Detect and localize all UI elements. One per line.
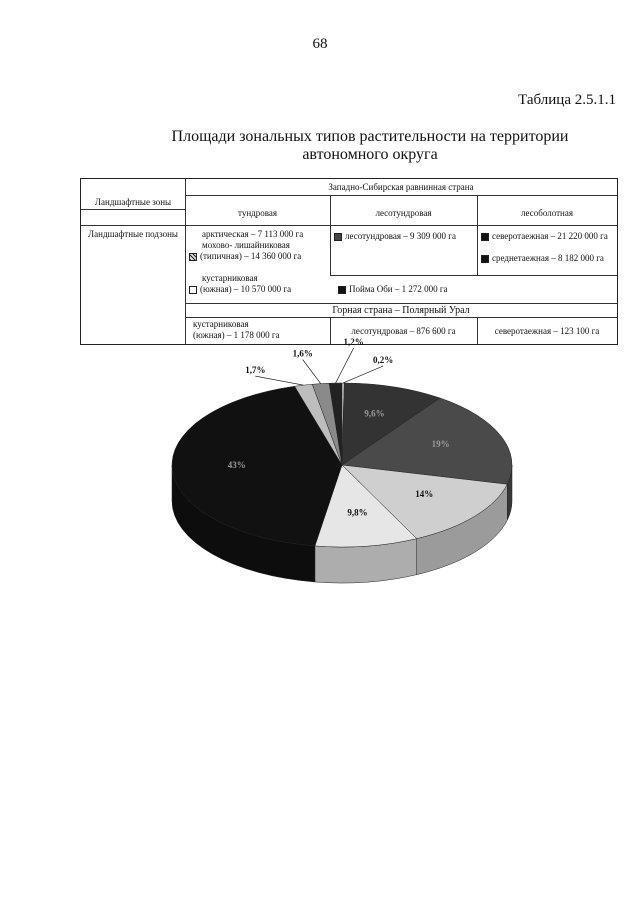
ural-shrub [193,319,329,341]
table-divider [477,195,478,275]
subzone-north-taiga-text: северотаежная – 21 220 000 га [492,231,608,241]
black-swatch-icon [338,286,346,294]
subzone-ob-floodplain-text: Пойма Оби – 1 272 000 га [349,284,448,294]
table-divider [81,209,185,210]
table-divider [330,275,617,276]
subzone-shrub-line1: кустарниковая [202,273,258,283]
col-header-forest-bog: лесоболотная [521,208,573,218]
col-header-landscape-zones: Ландшафтные зоны [94,197,172,207]
table-title-line-1: Площади зональных типов растительности на территории [171,128,569,145]
table-divider [185,317,617,318]
pie-slices [172,383,512,547]
subzone-arctic-text: арктическая – 7 113 000 га [202,229,304,239]
table-divider [81,225,617,226]
subzone-shrub [189,273,329,295]
subzone-shrub-line2: (южная) – 10 570 000 га [200,284,292,294]
vegetation-pie-chart [160,337,530,600]
pie-slice-label: 1,6% [292,348,313,359]
subzone-north-taiga [481,231,617,241]
pie-slice-label: 1,7% [245,365,266,376]
table-title [120,128,620,164]
pie-slice-label: 0,2% [372,355,394,366]
region-header-west-siberia: Западно-Сибирская равнинная страна [328,182,474,192]
pie-leader-line [255,376,303,385]
subzone-moss-line1: мохово- лишайниковая [202,240,290,250]
table-divider [330,195,331,275]
region-header-polar-ural: Горная страна – Полярный Урал [332,305,470,316]
table-label: Таблица 2.5.1.1 [518,92,616,108]
page-number: 68 [312,36,328,52]
pie-slice-label: 19% [431,439,450,450]
dark-swatch-icon [334,233,342,241]
row-label-subzones: Ландшафтные подзоны [88,229,178,239]
ural-forest-tundra: лесотундровая – 876 600 га [351,326,456,336]
ural-shrub-line1: кустарниковая [193,319,249,329]
pie-slice-label: 43% [227,460,246,471]
table-divider [185,303,617,304]
pie-slice-label: 1,2% [343,337,364,348]
pie-leader-line [336,348,354,383]
subzone-middle-taiga [481,253,617,263]
hatched-swatch-icon [189,253,197,261]
black-swatch-icon [481,255,489,263]
col-header-forest-tundra: лесотундровая [375,208,432,218]
pie-slice-label: 9,8% [347,507,368,518]
zones-table [80,178,618,348]
table-divider [185,195,617,196]
subzone-ob-floodplain [338,284,608,294]
white-swatch-icon [189,286,197,294]
pie-slice-label: 9,6% [364,408,385,419]
table-title-line-2: автономного округа [302,146,438,163]
subzone-moss-line2: (типичная) – 14 360 000 га [200,251,302,261]
pie-slice-label: 14% [415,488,434,499]
ural-shrub-line2: (южная) – 1 178 000 га [193,330,280,340]
subzone-middle-taiga-text: среднетаежная – 8 182 000 га [492,253,604,263]
subzone-moss-lichen [189,240,329,262]
col-header-tundra: тундровая [238,208,277,218]
pie-leader-line [343,366,383,383]
subzone-forest-tundra-text: лесотундровая – 9 309 000 га [345,231,456,241]
black-swatch-icon [481,233,489,241]
subzone-forest-tundra [334,231,476,241]
ural-north-taiga: северотаежная – 123 100 га [494,326,600,336]
table-divider [185,179,186,344]
subzone-arctic [202,229,328,239]
pie-leader-line [303,360,321,384]
